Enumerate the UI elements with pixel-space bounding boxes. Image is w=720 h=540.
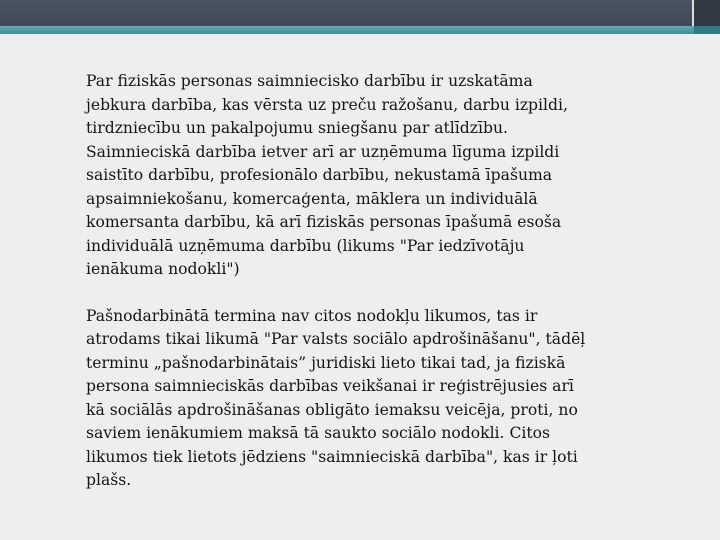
paragraph-pasnodarbinatais: Pašnodarbinātā termina nav citos nodokļu likumos, tas ir atrodams tikai likumā "Par valsts sociālo apdrošināšanu", tādēļ terminu „pašnodarbinātais” juridiski lieto tikai tad, ja fiziskā persona saimnieciskās darbības veikšanai ir reģistrējusies arī kā sociālās apdrošināšanas obligāto iemaksu veicēja, proti, no saviem ienākumiem maksā tā saukto sociālo nodokli. Citos likumos tiek lietots jēdziens "saimnieciskā darbība", kas ir ļoti plašs. <box>86 306 586 489</box>
paragraph-saimnieciska-darbiba: Par fiziskās personas saimniecisko darbību ir uzskatāma jebkura darbība, kas vērsta uz preču ražošanu, darbu izpildi, tirdzniecību un pakalpojumu sniegšanu par atlīdzību. Saimnieciskā darbība ietver arī ar uzņēmuma līguma izpildi saistīto darbību, profesionālo darbību, nekustamā īpašuma apsaimniekošanu, komercaģenta, māklera un individuālā komersanta darbību, kā arī fiziskās personas īpašumā esoša individuālā uzņēmuma darbību (likums "Par iedzīvotāju ienākuma nodokli") <box>86 72 568 278</box>
header-accent-stripe <box>0 26 720 34</box>
slide-body <box>86 70 646 493</box>
header-corner-stripe <box>694 26 720 34</box>
header-corner-block <box>694 0 720 26</box>
header-bar <box>0 0 720 26</box>
